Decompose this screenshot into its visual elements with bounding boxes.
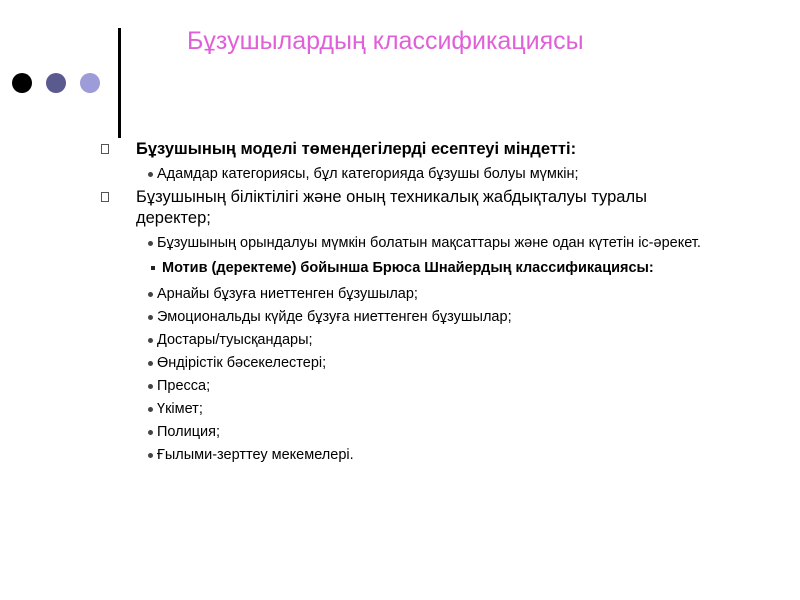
vertical-divider: [118, 28, 121, 138]
list-item: [0, 234, 727, 252]
bullet-dot-icon: [148, 315, 153, 320]
list-item: [0, 331, 737, 349]
list-item-text: Үкімет;: [157, 401, 203, 417]
list-item-text: Полиция;: [157, 424, 221, 440]
bullet-dot-icon: [148, 361, 153, 366]
list-item-text: Арнайы бұзуға ниеттенген бұзушылар;: [157, 286, 418, 302]
bullet-dot-icon: [148, 384, 153, 389]
bullet-dot-icon: [148, 453, 153, 458]
bullet-list: [0, 139, 800, 464]
bullet-box-icon: [101, 192, 109, 202]
list-item-text: Эмоциональды күйде бұзуға ниеттенген бұзушылар;: [157, 309, 512, 325]
list-item: [0, 285, 737, 303]
list-item: [0, 165, 737, 183]
purple-dot-icon: [46, 73, 66, 93]
bullet-dot-icon: [148, 407, 153, 412]
list-item: [0, 400, 737, 418]
list-item: [0, 377, 737, 395]
bullet-dot-icon: [148, 172, 153, 177]
bullet-dot-icon: [148, 292, 153, 297]
list-item-text: Достары/туысқандары;: [157, 332, 313, 348]
list-item-text: Мотив (деректеме) бойынша Брюса Шнайердың классификациясы:: [162, 260, 654, 276]
list-item-text: Адамдар категориясы, бұл категорияда бұзушы болуы мүмкін;: [157, 166, 579, 182]
bullet-square-icon: [151, 266, 155, 270]
list-item: [0, 354, 737, 372]
list-item: [0, 308, 737, 326]
bullet-box-icon: [101, 144, 109, 154]
list-item: [0, 423, 737, 441]
list-item-text: Бұзушының моделі төмендегілерді есептеуі міндетті:: [136, 140, 577, 158]
list-item-text: Бұзушының орындалуы мүмкін болатын мақсаттары және одан күтетін іс-әрекет.: [157, 235, 701, 251]
bullet-dot-icon: [148, 338, 153, 343]
list-item: [0, 446, 737, 464]
lavender-dot-icon: [80, 73, 100, 93]
bullet-dot-icon: [148, 241, 153, 246]
black-dot-icon: [12, 73, 32, 93]
slide-title: Бұзушылардың классификациясы: [187, 27, 584, 55]
list-item: [0, 139, 726, 160]
decorative-dots: [12, 73, 102, 93]
list-item-text: Өндірістік бәсекелестері;: [157, 355, 327, 371]
list-item: [0, 259, 682, 277]
list-item-text: Бұзушының біліктілігі және оның техникалық жабдықталуы туралы деректер;: [136, 188, 647, 227]
bullet-dot-icon: [148, 430, 153, 435]
list-item: [0, 187, 726, 229]
list-item-text: Ғылыми-зерттеу мекемелері.: [157, 447, 354, 463]
list-item-text: Пресса;: [157, 378, 211, 394]
